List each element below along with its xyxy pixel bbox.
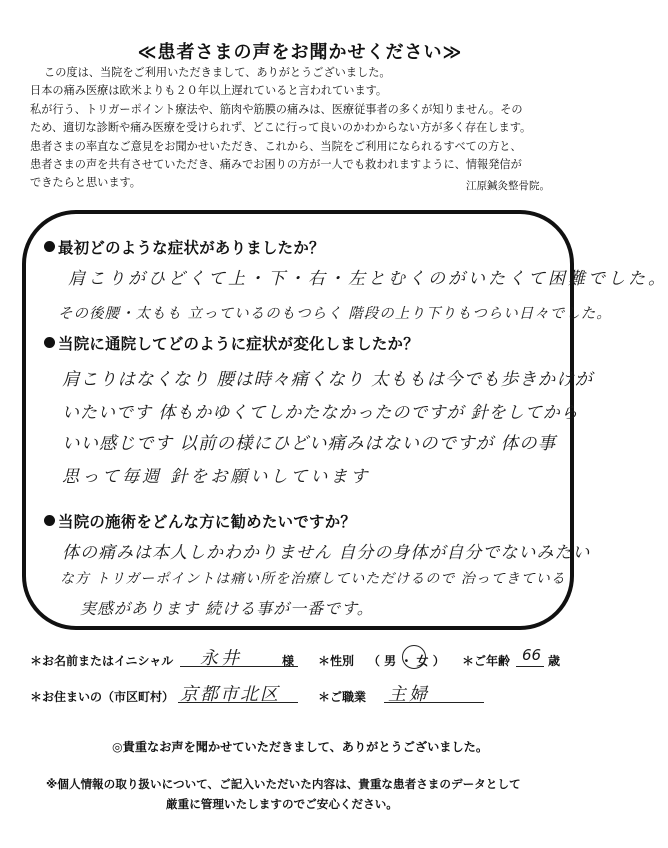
- intro-line: 日本の痛み医療は欧米よりも２０年以上遅れていると言われています。: [30, 84, 388, 98]
- intro-line: ため、適切な診断や痛み医療を受けられず、どこに行って良いのかわからない方が多く存在します。: [30, 121, 532, 135]
- question-1: [44, 236, 325, 258]
- page-title: ≪患者さまの声をお聞かせください≫: [137, 42, 463, 63]
- intro-line: 患者さまの声を共有させていただき、痛みでお困りの方が一人でも救われますように、情報発信が: [30, 158, 522, 172]
- intro-line: できたらと思います。: [30, 176, 141, 190]
- intro-line: 私が行う、トリガーポイント療法や、筋肉や筋膜の痛みは、医療従事者の多くが知りません。その: [30, 102, 523, 116]
- answer-1-line-2: その後腰・太もも 立っているのもつらく 階段の上り下りもつらい日々でした。: [58, 306, 612, 322]
- bullet-icon: [44, 337, 55, 348]
- answer-2-line-2: いたいです 体もかゆくてしかたなかったのですが 針をしてから: [62, 403, 579, 423]
- answer-2-line-4: 思って毎週 針をお願いしています: [62, 467, 371, 487]
- thanks-message: ◎貴重なお声を聞かせていただきまして、ありがとうございました。: [112, 740, 489, 754]
- bullet-icon: [44, 241, 55, 252]
- occupation-value: 主婦: [388, 684, 430, 705]
- question-3: [44, 510, 356, 532]
- gender-label: ＊性別: [318, 654, 355, 668]
- name-suffix: 様: [282, 654, 295, 668]
- intro-line: この度は、当院をご利用いただきまして、ありがとうございました。: [44, 66, 391, 79]
- address-value: 京都市北区: [180, 684, 280, 705]
- privacy-line-1: ※個人情報の取り扱いについて、ご記入いただいた内容は、貴重な患者さまのデータとして: [46, 777, 521, 791]
- answer-2-line-3: いい感じです 以前の様にひどい痛みはないのですが 体の事: [62, 434, 557, 454]
- question-2: [44, 332, 419, 354]
- intro-line: 患者さまの率直なご意見をお聞かせいただき、これから、当院をご利用になられるすべての方と、: [30, 139, 522, 153]
- address-label: ＊お住まいの（市区町村）: [30, 690, 175, 704]
- answer-3-line-1: 体の痛みは本人しかわかりません 自分の身体が自分でないみたい: [62, 543, 591, 563]
- name-value: 永井: [200, 648, 242, 669]
- answer-1-line-1: 肩こりがひどくて上・下・右・左とむくのがいたくて困難でした。: [68, 269, 668, 289]
- bullet-icon: [44, 515, 55, 526]
- age-value: 66: [522, 646, 542, 664]
- answer-2-line-1: 肩こりはなくなり 腰は時々痛くなり 太ももは今でも歩きかけが: [62, 370, 594, 390]
- occupation-label: ＊ご職業: [318, 690, 367, 704]
- name-label: ＊お名前またはイニシャル: [30, 654, 174, 668]
- age-underline: [516, 666, 544, 667]
- question-1-text: 最初どのような症状がありましたか？: [58, 239, 325, 257]
- age-label: ＊ご年齢: [462, 654, 511, 668]
- age-suffix: 歳: [548, 654, 561, 668]
- address-underline: [178, 702, 298, 703]
- name-underline: [180, 666, 298, 667]
- intro-text: [30, 64, 578, 193]
- answer-3-line-2: な方 トリガーポイントは痛い所を治療していただけるので 治ってきている: [60, 571, 566, 587]
- privacy-line-2: 厳重に管理いたしますのでご安心ください。: [166, 797, 398, 811]
- answer-3-line-3: 実感があります 続ける事が一番です。: [80, 599, 374, 618]
- clinic-name: 江原鍼灸整骨院。: [466, 180, 550, 192]
- gender-options: （ 男 ・ 女 ）: [368, 654, 445, 668]
- question-3-text: 当院の施術をどんな方に勧めたいですか？: [58, 513, 357, 531]
- gender-selected-circle: [402, 645, 426, 669]
- occupation-underline: [384, 702, 484, 703]
- question-2-text: 当院に通院してどのように症状が変化しましたか？: [58, 335, 419, 353]
